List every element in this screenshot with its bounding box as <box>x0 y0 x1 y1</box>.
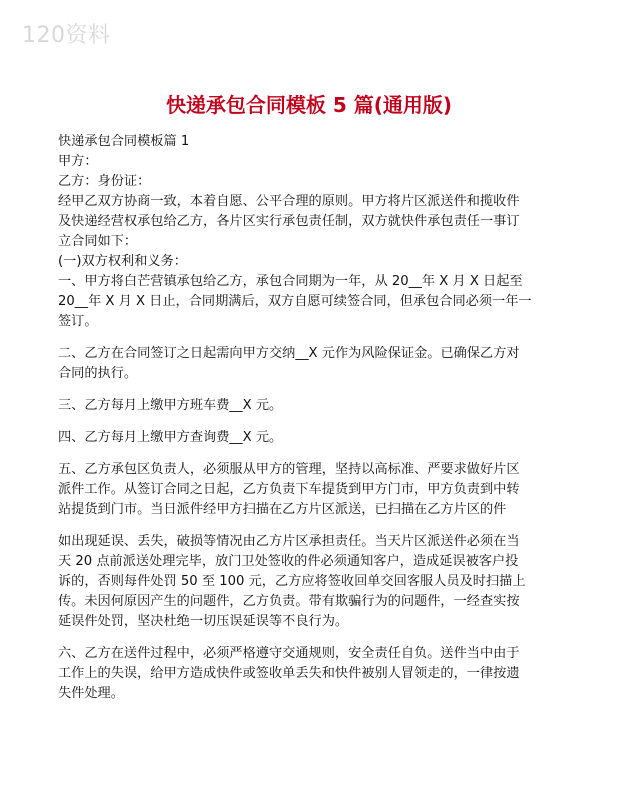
clause-5-line: 派件工作。从签订合同之日起，乙方负责下车提货到甲方门市，甲方负责到中转 <box>58 482 520 497</box>
clause-5-continued-line: 如出现延误、丢失，破损等情况由乙方片区承担责任。当天片区派送件必须在当 <box>58 534 520 549</box>
paragraph-gap <box>58 416 566 428</box>
paragraph-gap <box>58 632 566 644</box>
clause-2-line: 二、乙方在合同签订之日起需向甲方交纳__X 元作为风险保证金。已确保乙方对 <box>58 346 520 361</box>
intro-line: 经甲乙双方协商一致，本着自愿、公平合理的原则。甲方将片区派送件和揽收件 <box>58 194 520 209</box>
party-a-line: 甲方： <box>58 154 98 169</box>
clause-6-line: 工作上的失误，给甲方造成快件或签收单丢失和快件被别人冒领走的，一律按遗 <box>58 666 520 681</box>
clause-6-line: 失件处理。 <box>58 686 124 701</box>
clause-5-continued-line: 诉的，否则每件处罚 50 至 100 元，乙方应将签收回单交回客服人员及时扫描上 <box>58 574 526 589</box>
clause-2-line: 合同的执行。 <box>58 366 138 381</box>
clause-1-line: 签订。 <box>58 314 98 329</box>
rights-obligations-heading: (一)双方权利和义务： <box>58 254 187 269</box>
watermark-text: 120资料 <box>22 23 111 48</box>
section-heading: 快递承包合同模板篇 1 <box>58 134 190 149</box>
clause-1-line: 20__年 X 月 X 日止，合同期满后，双方自愿可续签合同，但承包合同必须一年一 <box>58 294 532 309</box>
clause-6-line: 六、乙方在送件过程中，必须严格遵守交通规则，安全责任自负。送件当中由于 <box>58 646 520 661</box>
paragraph-gap <box>58 448 566 460</box>
clause-5-line: 站提货到门市。当日派件经甲方扫描在乙方片区派送，已扫描在乙方片区的件 <box>58 502 507 517</box>
intro-line: 及快递经营权承包给乙方，各片区实行承包责任制，双方就快件承包责任一事订 <box>58 214 520 229</box>
clause-5-line: 五、乙方承包区负责人，必须服从甲方的管理，坚持以高标准、严要求做好片区 <box>58 462 520 477</box>
clause-5-continued-line: 延误件处罚，坚决杜绝一切压误延误等不良行为。 <box>58 614 349 629</box>
document-body <box>58 132 566 704</box>
clause-5-continued-line: 传。未因何原因产生的问题件，乙方负责。带有欺骗行为的问题件，一经查实按 <box>58 594 520 609</box>
party-b-line: 乙方：身份证： <box>58 174 151 189</box>
intro-line: 立合同如下： <box>58 234 138 249</box>
paragraph-gap <box>58 520 566 532</box>
paragraph-gap <box>58 384 566 396</box>
clause-1-line: 一、甲方将白芒营镇承包给乙方，承包合同期为一年，从 20__年 X 月 X 日起至 <box>58 274 523 289</box>
clause-4-line: 四、乙方每月上缴甲方查询费__X 元。 <box>58 430 283 445</box>
document-title: 快递承包合同模板 5 篇(通用版) <box>165 93 453 117</box>
paragraph-gap <box>58 332 566 344</box>
clause-3-line: 三、乙方每月上缴甲方班车费__X 元。 <box>58 398 283 413</box>
clause-5-continued-line: 天 20 点前派送处理完毕，放门卫处签收的件必须通知客户，造成延误被客户投 <box>58 554 519 569</box>
